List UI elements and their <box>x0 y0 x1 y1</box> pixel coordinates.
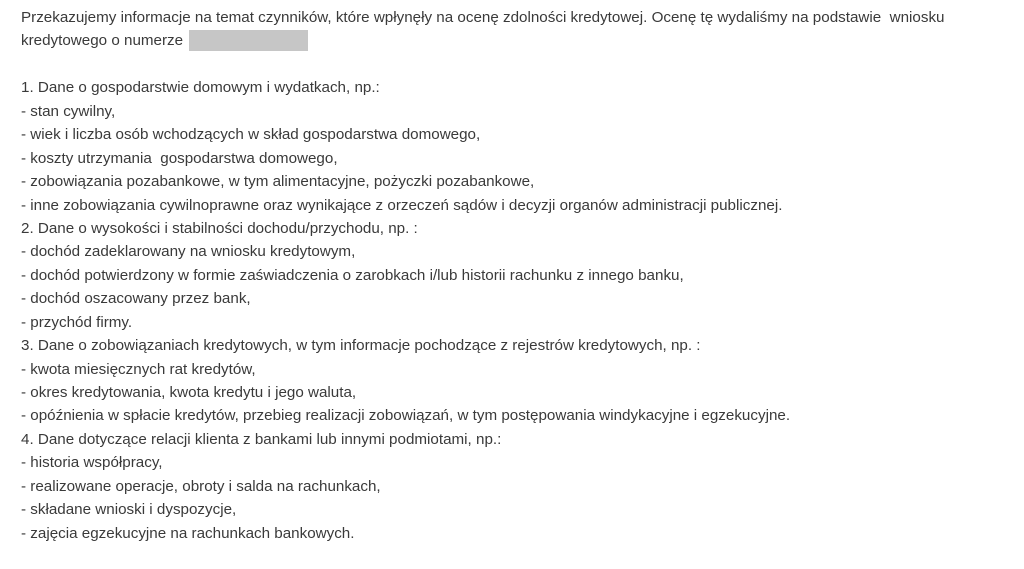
list-item: - historia współpracy, <box>21 454 163 472</box>
section-heading: 3. Dane o zobowiązaniach kredytowych, w tym informacje pochodzące z rejestrów kredytowych, np. : <box>21 337 701 355</box>
section-heading: 2. Dane o wysokości i stabilności dochodu/przychodu, np. : <box>21 219 418 237</box>
section-credit-obligations <box>21 334 1011 428</box>
intro-line-2-text: kredytowego o numerze <box>21 32 184 50</box>
list-item: - dochód potwierdzony w formie zaświadczenia o zarobkach i/lub historii rachunku z innego banku, <box>21 266 684 284</box>
list-item: - koszty utrzymania gospodarstwa domowego, <box>21 149 338 167</box>
list-item: - stan cywilny, <box>21 102 116 120</box>
list-item: - dochód oszacowany przez bank, <box>21 290 251 308</box>
list-item: - zajęcia egzekucyjne na rachunkach bankowych. <box>21 524 355 542</box>
list-item: - składane wnioski i dyspozycje, <box>21 501 237 519</box>
section-heading: 1. Dane o gospodarstwie domowym i wydatkach, np.: <box>21 79 380 97</box>
section-heading: 4. Dane dotyczące relacji klienta z bankami lub innymi podmiotami, np.: <box>21 430 502 448</box>
list-item: - kwota miesięcznych rat kredytów, <box>21 360 256 378</box>
section-income <box>21 217 1011 334</box>
list-item: - realizowane operacje, obroty i salda na rachunkach, <box>21 477 381 495</box>
intro-line-1: Przekazujemy informacje na temat czynników, które wpłynęły na ocenę zdolności kredytowej. Ocenę tę wydaliśmy na podstawie wniosku <box>21 9 945 26</box>
list-item: - opóźnienia w spłacie kredytów, przebieg realizacji zobowiązań, w tym postępowania windykacyjne i egzekucyjne. <box>21 407 791 425</box>
list-item: - dochód zadeklarowany na wniosku kredytowym, <box>21 243 356 261</box>
list-item: - wiek i liczba osób wchodzących w skład gospodarstwa domowego, <box>21 126 481 144</box>
spacer <box>21 53 1011 76</box>
section-client-relations <box>21 428 1011 545</box>
list-item: - okres kredytowania, kwota kredytu i jego waluta, <box>21 384 357 401</box>
section-household <box>21 76 1011 217</box>
redacted-application-number <box>189 30 308 51</box>
list-item: - zobowiązania pozabankowe, w tym alimentacyjne, pożyczki pozabankowe, <box>21 173 535 191</box>
document-body <box>21 6 1011 545</box>
intro-line-2 <box>21 29 1011 52</box>
list-item: - inne zobowiązania cywilnoprawne oraz wynikające z orzeczeń sądów i decyzji organów administracji publicznej. <box>21 196 783 214</box>
list-item: - przychód firmy. <box>21 313 133 331</box>
